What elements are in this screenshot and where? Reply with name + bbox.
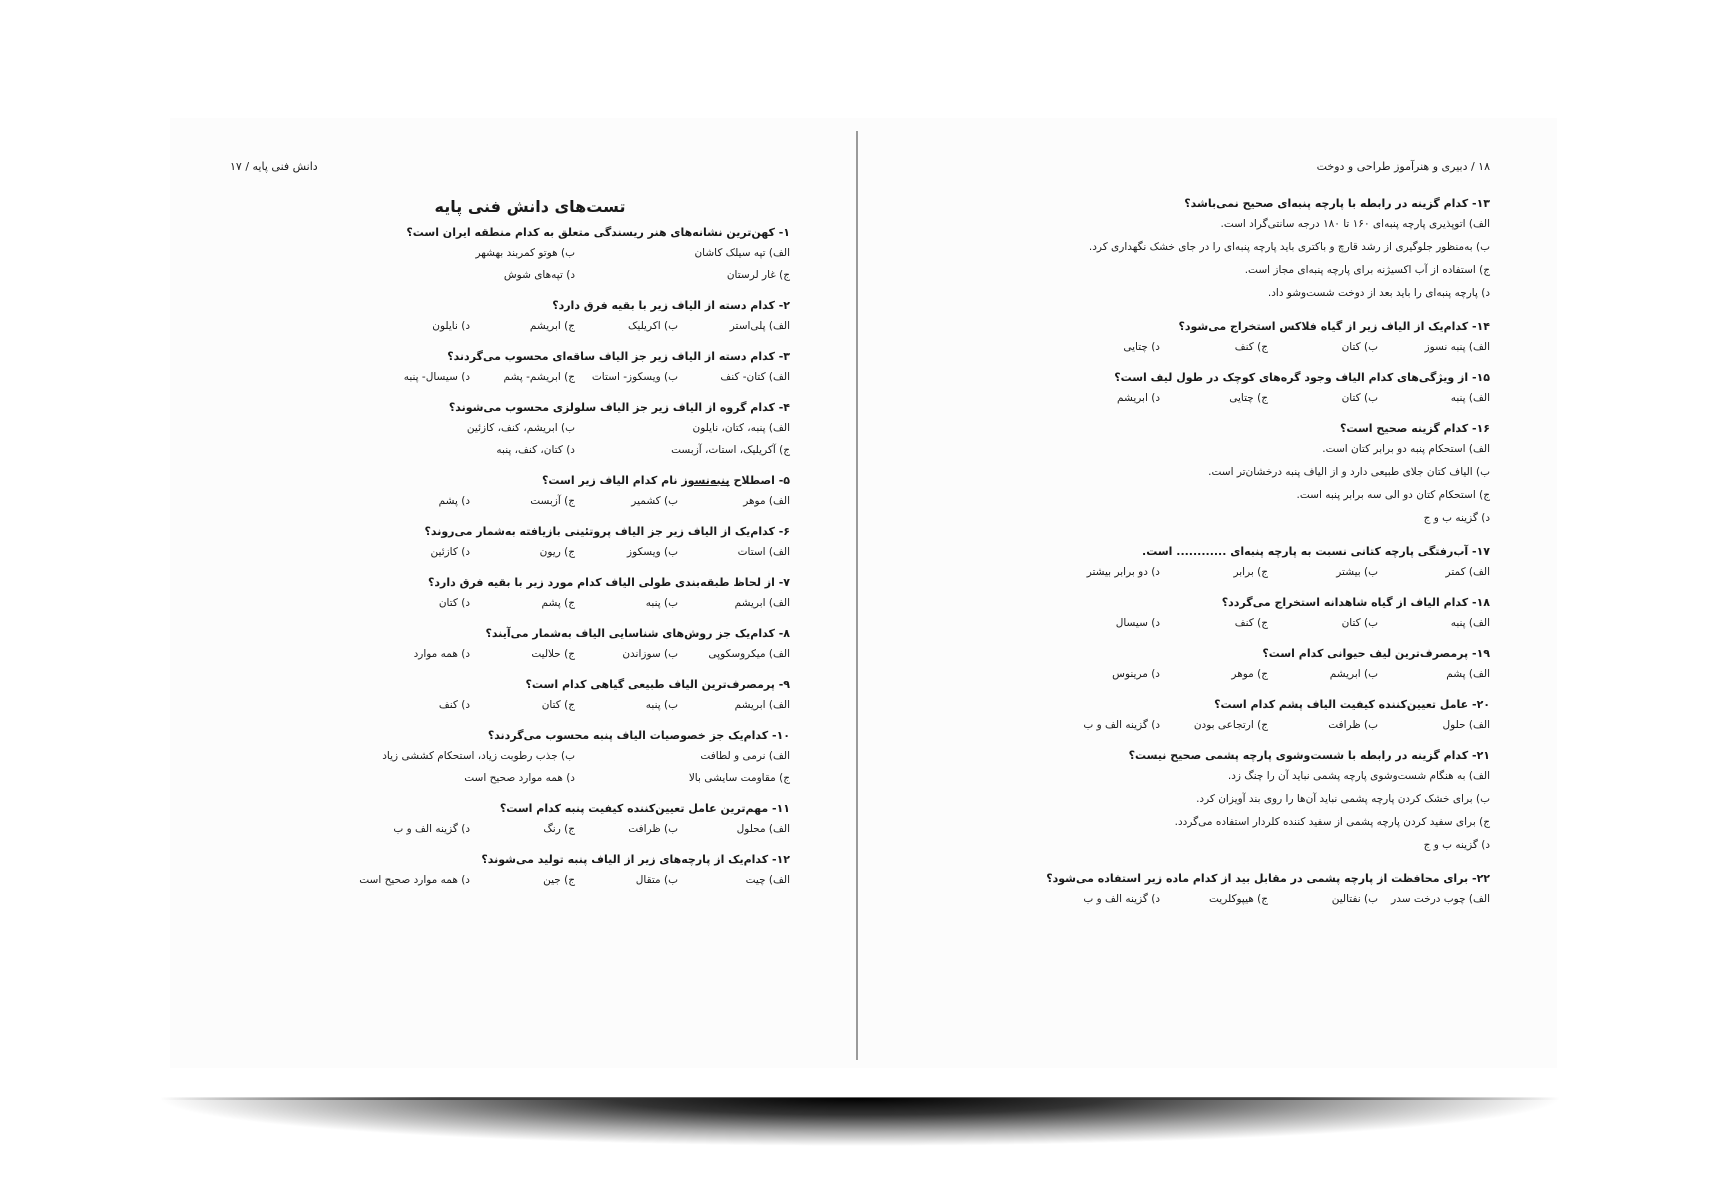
question-text: ۸- کدام‌یک جز روش‌های شناسایی الیاف به‌شمار می‌آیند؟ [485,627,790,640]
option-a: الف) پشم [1446,668,1490,680]
question-7 [230,576,790,615]
option-a: الف) ابریشم [734,699,790,711]
option-d: د) گزینه ب و ج [1423,512,1490,524]
option-d: د) چتایی [1123,341,1160,353]
option-c: ج) پشم [541,597,575,609]
option-a: الف) کتان- کنف [720,371,790,383]
option-a: الف) چیت [745,874,790,886]
option-a: الف) میکروسکوپی [708,648,790,660]
option-c: ج) کنف [1234,617,1268,629]
option-c: ج) آکریلیک، استات، آزبست [671,444,790,456]
question-text: ۱۳- کدام گزینه در رابطه با پارچه پنبه‌ای صحیح نمی‌باشد؟ [1184,197,1490,210]
option-a: الف) چوب درخت سدر [1391,893,1490,905]
question-text: ۱۰- کدام‌یک جز خصوصیات الیاف پنبه محسوب می‌گردند؟ [487,729,790,742]
question-6 [230,525,790,564]
option-c: ج) حلالیت [531,648,575,660]
question-17 [1050,545,1490,584]
option-c: ج) ریون [539,546,575,558]
option-b: ب) سوزاندن [622,648,678,660]
option-a: الف) موهر [743,495,790,507]
option-a: الف) اتوپذیری پارچه پنبه‌ای ۱۶۰ تا ۱۸۰ درجه سانتی‌گراد است. [1220,218,1490,230]
option-b: ب) هوتو کمربند بهشهر [475,247,575,259]
question-3 [230,350,790,389]
option-b: ب) کشمیر [631,495,678,507]
question-text: ۱۵- از ویژگی‌های کدام الیاف وجود گره‌های کوچک در طول لیف است؟ [1114,371,1490,384]
running-head-left: دانش فنی پایه / ۱۷ [230,160,318,173]
option-a: الف) کمتر [1445,566,1490,578]
option-a: الف) پنبه [1450,617,1490,629]
option-b: ب) ظرافت [628,823,678,835]
option-c: ج) کنف [1234,341,1268,353]
running-head-right: ۱۸ / دبیری و هنرآموز طراحی و دوخت [1316,160,1490,173]
option-d: د) همه موارد [413,648,470,660]
option-d: د) کتان، کنف، پنبه [496,444,575,456]
question-4 [230,401,790,462]
option-d: د) گزینه الف و ب [1083,893,1160,905]
question-text: ۱۷- آب‌رفتگی پارچه کتانی نسبت به پارچه پنبه‌ای ............ است. [1142,545,1490,558]
right-page [1046,160,1490,923]
option-b: ب) ویسکوز- استات [591,371,678,383]
question-12 [230,853,790,892]
option-a: الف) به هنگام شست‌وشوی پارچه پشمی نباید آن را چنگ زد. [1227,770,1490,782]
option-c: ج) غار لرستان [726,269,790,281]
option-d: د) دو برابر بیشتر [1086,566,1160,578]
question-18 [1050,596,1490,635]
option-c: ج) ابریشم [529,320,575,332]
question-text: ۹- پرمصرف‌ترین الیاف طبیعی گیاهی کدام است؟ [525,678,790,691]
question-text: ۱۹- پرمصرف‌ترین لیف حیوانی کدام است؟ [1262,647,1490,660]
option-a: الف) نرمی و لطافت [700,750,790,762]
option-d: د) نایلون [432,320,470,332]
option-a: الف) استات [737,546,790,558]
option-c: ج) موهر [1231,668,1268,680]
option-b: ب) کتان [1341,341,1378,353]
option-d: د) تپه‌های شوش [503,269,575,281]
option-a: الف) ابریشم [734,597,790,609]
question-16 [1050,422,1490,535]
underlined-term: پنبه‌نسوز [681,474,730,487]
question-text: ۲- کدام دسته از الیاف زیر با بقیه فرق دارد؟ [552,299,790,312]
option-a: الف) محلول [736,823,790,835]
option-d: د) گزینه الف و ب [1083,719,1160,731]
option-c: ج) چتایی [1229,392,1268,404]
option-b: ب) ویسکوز [627,546,678,558]
option-d: د) مرینوس [1112,668,1160,680]
option-c: ج) مقاومت سایشی بالا [688,772,790,784]
question-11 [230,802,790,841]
option-d: د) سیسال- پنبه [403,371,470,383]
option-b: ب) نفتالین [1331,893,1378,905]
question-22 [1046,872,1490,911]
option-b: ب) ابریشم [1329,668,1378,680]
option-a: الف) پنبه نسوز [1424,341,1490,353]
question-13 [1050,197,1490,310]
option-d: د) همه موارد صحیح است [359,874,470,886]
option-c: ج) جین [543,874,575,886]
option-b: ب) متقال [635,874,678,886]
question-text: ۷- از لحاظ طبقه‌بندی طولی الیاف کدام مورد زیر با بقیه فرق دارد؟ [428,576,790,589]
option-b: ب) کتان [1341,392,1378,404]
option-d: د) ابریشم [1116,392,1160,404]
question-text: ۲۲- برای محافظت از پارچه پشمی در مقابل بید از کدام ماده زیر استفاده می‌شود؟ [1046,872,1490,885]
question-15 [1050,371,1490,410]
option-b: ب) اکریلیک [628,320,678,332]
option-d: د) کازئین [430,546,470,558]
option-a: الف) تپه سیلک کاشان [694,247,790,259]
option-c: ج) کتان [541,699,575,711]
option-b: ب) به‌منظور جلوگیری از رشد قارچ و باکتری باید پارچه پنبه‌ای را در جای خشک نگهداری کرد. [1088,241,1490,253]
question-text: ۳- کدام دسته از الیاف زیر جز الیاف ساقه‌ای محسوب می‌گردند؟ [447,350,790,363]
option-b: ب) کتان [1341,617,1378,629]
option-d: د) سیسال [1115,617,1160,629]
question-text: ۶- کدام‌یک از الیاف زیر جز الیاف پروتئینی بازیافته به‌شمار می‌روند؟ [424,525,790,538]
option-b: ب) الیاف کتان جلای طبیعی دارد و از الیاف پنبه درخشان‌تر است. [1208,466,1490,478]
option-c: ج) برابر [1233,566,1268,578]
question-21 [1050,749,1490,862]
question-text: ۱۴- کدام‌یک از الیاف زیر از گیاه فلاکس استخراج می‌شود؟ [1178,320,1490,333]
option-c: ج) ابریشم- پشم [503,371,575,383]
option-d: د) گزینه ب و ج [1423,839,1490,851]
question-1 [230,226,790,287]
question-10 [230,729,790,790]
option-b: ب) پنبه [645,699,678,711]
question-text: ۱۶- کدام گزینه صحیح است؟ [1339,422,1490,435]
option-d: د) کتان [438,597,470,609]
question-8 [230,627,790,666]
question-text: ۱۱- مهم‌ترین عامل تعیین‌کننده کیفیت پنبه کدام است؟ [499,802,790,815]
question-14 [1050,320,1490,359]
question-text: ۲۱- کدام گزینه در رابطه با شست‌وشوی پارچه پشمی صحیح نیست؟ [1128,749,1490,762]
option-b: ب) ابریشم، کنف، کازئین [466,422,575,434]
question-text: ۱۸- کدام الیاف از گیاه شاهدانه استخراج می‌گردد؟ [1221,596,1490,609]
question-text: ۴- کدام گروه از الیاف زیر جز الیاف سلولزی محسوب می‌شوند؟ [448,401,790,414]
option-a: الف) پنبه، کتان، نایلون [692,422,790,434]
option-b: ب) ظرافت [1328,719,1378,731]
question-text: ۲۰- عامل تعیین‌کننده کیفیت الیاف پشم کدام است؟ [1214,698,1490,711]
option-d: د) پارچه پنبه‌ای را باید بعد از دوخت شست‌وشو داد. [1267,287,1490,299]
question-text: ۱- کهن‌ترین نشانه‌های هنر ریسندگی متعلق به کدام منطقه ایران است؟ [406,226,790,239]
option-b: ب) جذب رطوبت زیاد، استحکام کششی زیاد [382,750,575,762]
option-b: ب) برای خشک کردن پارچه پشمی نباید آن‌ها را روی بند آویزان کرد. [1196,793,1490,805]
left-page [230,160,790,904]
question-2 [230,299,790,338]
option-c: ج) استحکام کتان دو الی سه برابر پنبه است. [1296,489,1490,501]
page-title: تست‌های دانش فنی پایه [434,197,626,216]
question-5 [230,474,790,513]
option-b: ب) پنبه [645,597,678,609]
option-a: الف) حلول [1442,719,1490,731]
question-text: ۱۲- کدام‌یک از پارچه‌های زیر از الیاف پنبه تولید می‌شوند؟ [481,853,790,866]
option-a: الف) پلی‌استر [729,320,790,332]
book-shadow [160,1098,1560,1146]
option-c: ج) استفاده از آب اکسیژنه برای پارچه پنبه‌ای مجاز است. [1244,264,1490,276]
book-gutter [856,131,858,1060]
option-c: ج) هیپوکلریت [1208,893,1268,905]
option-c: ج) آزبست [530,495,575,507]
option-c: ج) ارتجاعی بودن [1193,719,1268,731]
question-text: ۵- اصطلاح پنبه‌نسوز نام کدام الیاف زیر است؟ [542,474,790,487]
option-d: د) کنف [438,699,470,711]
option-c: ج) رنگ [543,823,575,835]
option-d: د) همه موارد صحیح است [464,772,575,784]
option-a: الف) استحکام پنبه دو برابر کتان است. [1322,443,1490,455]
question-9 [230,678,790,717]
option-b: ب) بیشتر [1336,566,1378,578]
question-20 [1050,698,1490,737]
option-c: ج) برای سفید کردن پارچه پشمی از سفید کننده کلردار استفاده می‌گردد. [1174,816,1490,828]
option-d: د) گزینه الف و ب [393,823,470,835]
question-19 [1050,647,1490,686]
option-d: د) پشم [438,495,470,507]
option-a: الف) پنبه [1450,392,1490,404]
